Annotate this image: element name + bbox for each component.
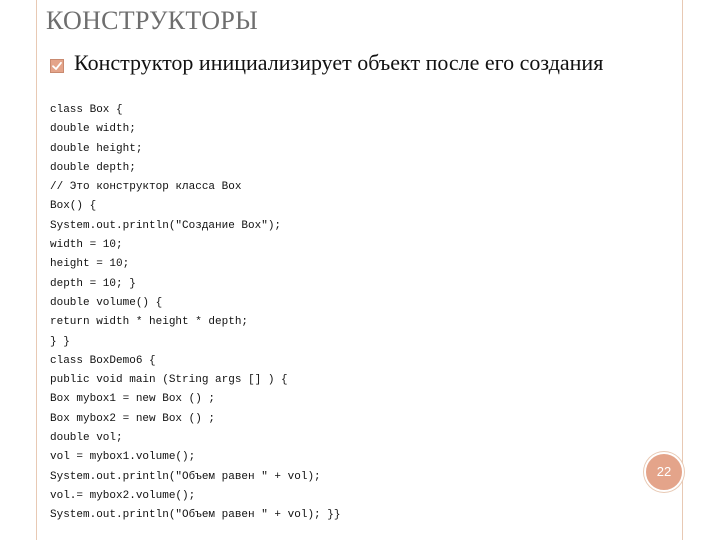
code-line: depth = 10; } [50,277,136,290]
code-line: width = 10; [50,239,123,252]
code-line: System.out.println("Объем равен " + vol); }} [50,509,341,522]
code-line: vol.= mybox2.volume(); [50,489,196,502]
slide-frame-right-line [682,0,683,540]
code-line: public void main (String args [] ) { [50,374,288,387]
checkbox-icon [50,59,64,73]
code-line: return width * height * depth; [50,316,249,329]
code-line: Box() { [50,200,97,213]
bullet-text: Конструктор инициализирует объект после его создания [74,50,604,75]
slide-title: КОНСТРУКТОРЫ [46,6,259,35]
code-line: height = 10; [50,258,130,271]
code-line: System.out.println("Объем равен " + vol); [50,470,321,483]
code-listing [50,101,340,526]
code-line: double vol; [50,432,123,445]
code-line: // Это конструктор класса Box [50,181,242,194]
code-line: System.out.println("Создание Box"); [50,219,282,232]
code-line: Box mybox1 = new Box () ; [50,393,216,406]
code-line: Box mybox2 = new Box () ; [50,412,216,425]
code-line: vol = mybox1.volume(); [50,451,196,464]
page-number-badge: 22 [644,452,684,492]
code-line: double width; [50,123,136,136]
code-line: double depth; [50,161,136,174]
slide-frame-left-line [36,0,37,540]
code-line: class Box { [50,104,123,116]
code-line: } } [50,335,70,348]
code-line: class BoxDemo6 { [50,354,156,367]
code-line: double volume() { [50,296,163,309]
code-line: double height; [50,142,143,155]
